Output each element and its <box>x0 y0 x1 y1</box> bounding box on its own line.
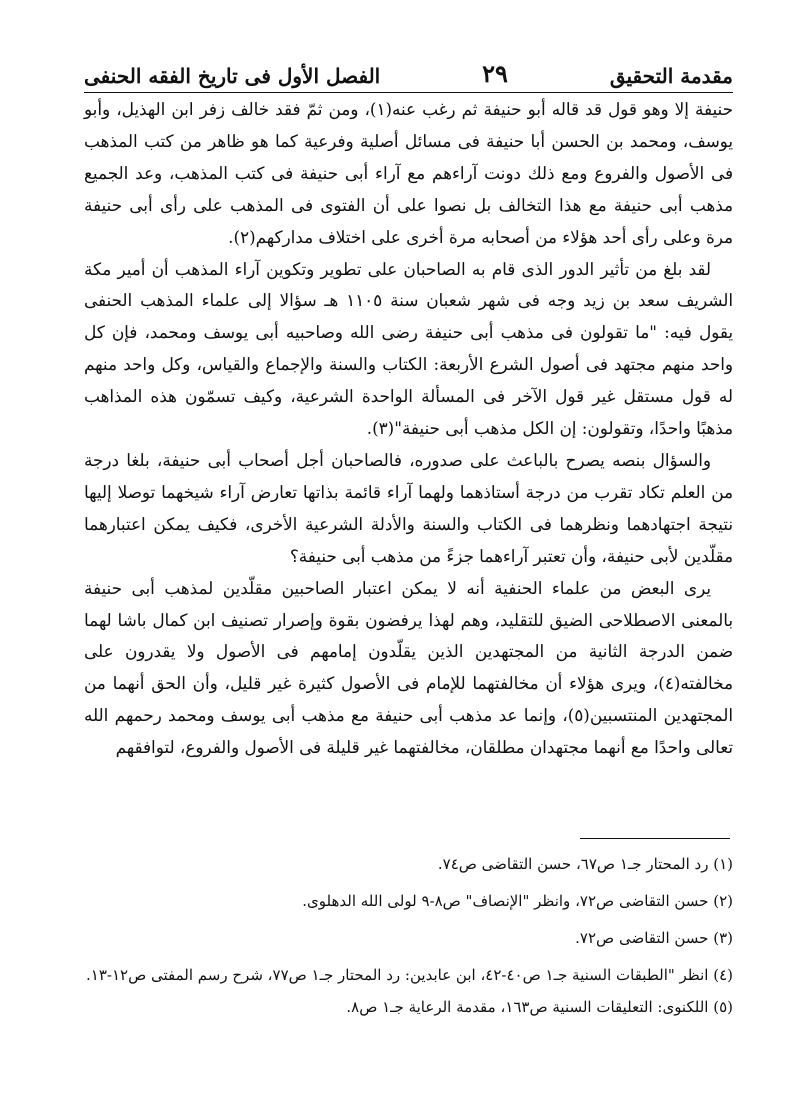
book-title: مقدمة التحقيق <box>609 64 733 88</box>
page-number: ٢٩ <box>482 59 508 88</box>
footnotes <box>84 850 733 1030</box>
header-rule <box>84 92 733 93</box>
footnote-4: (٤) انظر "الطبقات السنية جـ١ ص٤٠-٤٢، ابن عابدين: رد المحتار جـ١ ص٧٧، شرح رسم المفتى ص١٢-١٣. <box>86 966 733 984</box>
paragraph-3: والسؤال بنصه يصرح بالباعث على صدوره، فالصاحبان أجل أصحاب أبى حنيفة، بلغا درجة من العلم تكاد تقرب من درجة أستاذهما ولهما آراء قائمة بذاتها تعارض آراء شيخهما توصلا إليها نتيجة اجتهادهما ونظرهما فى الكتاب والسنة والأدلة الشرعية الأخرى، فكيف يمكن اعتبارهما مقلّدين لأبى حنيفة، وأن تعتبر آراءهما جزءً من مذهب أبى حنيفة؟ <box>84 449 733 566</box>
paragraph-2: لقد بلغ من تأثير الدور الذى قام به الصاحبان على تطوير وتكوين آراء المذهب أن أمير مكة الشريف سعد بن زيد وجه فى شهر شعبان سنة ١١٠٥ هـ سؤالا إلى علماء المذهب الحنفى يقول فيه: "ما تقولون فى مذهب أبى حنيفة رضى الله وصاحبيه أبى يوسف ومحمد، فإن كل واحد منهم مجتهد فى أصول الشرع الأربعة: الكتاب والسنة والإجماع والقياس، وكل واحد منهم له قول مستقل غير قول الآخر فى المسألة الواحدة الشرعية، وكيف تسمّون هذه المذاهب مذهبًا واحدًا، وتقولون: إن الكل مذهب أبى حنيفة"(٣). <box>84 258 733 439</box>
footnote-5: (٥) اللكنوى: التعليقات السنية ص١٦٣، مقدمة الرعاية جـ١ ص٨. <box>346 998 733 1016</box>
paragraph-1: حنيفة إلا وهو قول قد قاله أبو حنيفة ثم رغب عنه(١)، ومن ثمّ فقد خالف زفر ابن الهذيل، وأبو يوسف، ومحمد بن الحسن أبا حنيفة فى مسائل أصلية وفرعية كما هو ظاهر من كتب المذهب فى الأصول والفروع ومع ذلك دونت آراءهم مع آراء أبى حنيفة فى كتب المذهب، وعد الجميع مذهب أبى حنيفة مع هذا التخالف بل نصوا على أن الفتوى فى المذهب على رأى أبى حنيفة مرة وعلى رأى أحد هؤلاء من أصحابه مرة أخرى على اختلاف مداركهم(٢). <box>84 99 733 247</box>
footnote-rule <box>580 838 730 839</box>
footnote-1: (١) رد المحتار جـ١ ص٦٧، حسن التقاضى ص٧٤. <box>437 855 733 873</box>
chapter-title: الفصل الأول فى تاريخ الفقه الحنفى <box>84 64 381 88</box>
main-text <box>84 94 733 764</box>
paragraph-4: يرى البعض من علماء الحنفية أنه لا يمكن اعتبار الصاحبين مقلّدين لمذهب أبى حنيفة بالمعنى الاصطلاحى الضيق للتقليد، وهم لهذا يرفضون بقوة وإصرار تصنيف ابن كمال باشا لهما ضمن الدرجة الثانية من المجتهدين الذين يقلّدون إمامهم فى الأصول ولا يقدرون على مخالفته(٤)، ويرى هؤلاء أن مخالفتهما للإمام فى الأصول كثيرة غير قليل، وأن الحق أنهما من المجتهدين المنتسبين(٥)، وإنما عد مذهب أبى حنيفة مع مذهب أبى يوسف ومحمد رحمهم الله تعالى واحدًا مع أنهما مجتهدان مطلقان، مخالفتهما غير قليلة فى الأصول والفروع، لتوافقهم <box>84 577 733 758</box>
running-header <box>84 52 733 88</box>
footnote-3: (٣) حسن التقاضى ص٧٢. <box>575 929 733 947</box>
footnote-2: (٢) حسن التقاضى ص٧٢، وانظر "الإنصاف" ص٨-٩ لولى الله الدهلوى. <box>302 892 733 910</box>
